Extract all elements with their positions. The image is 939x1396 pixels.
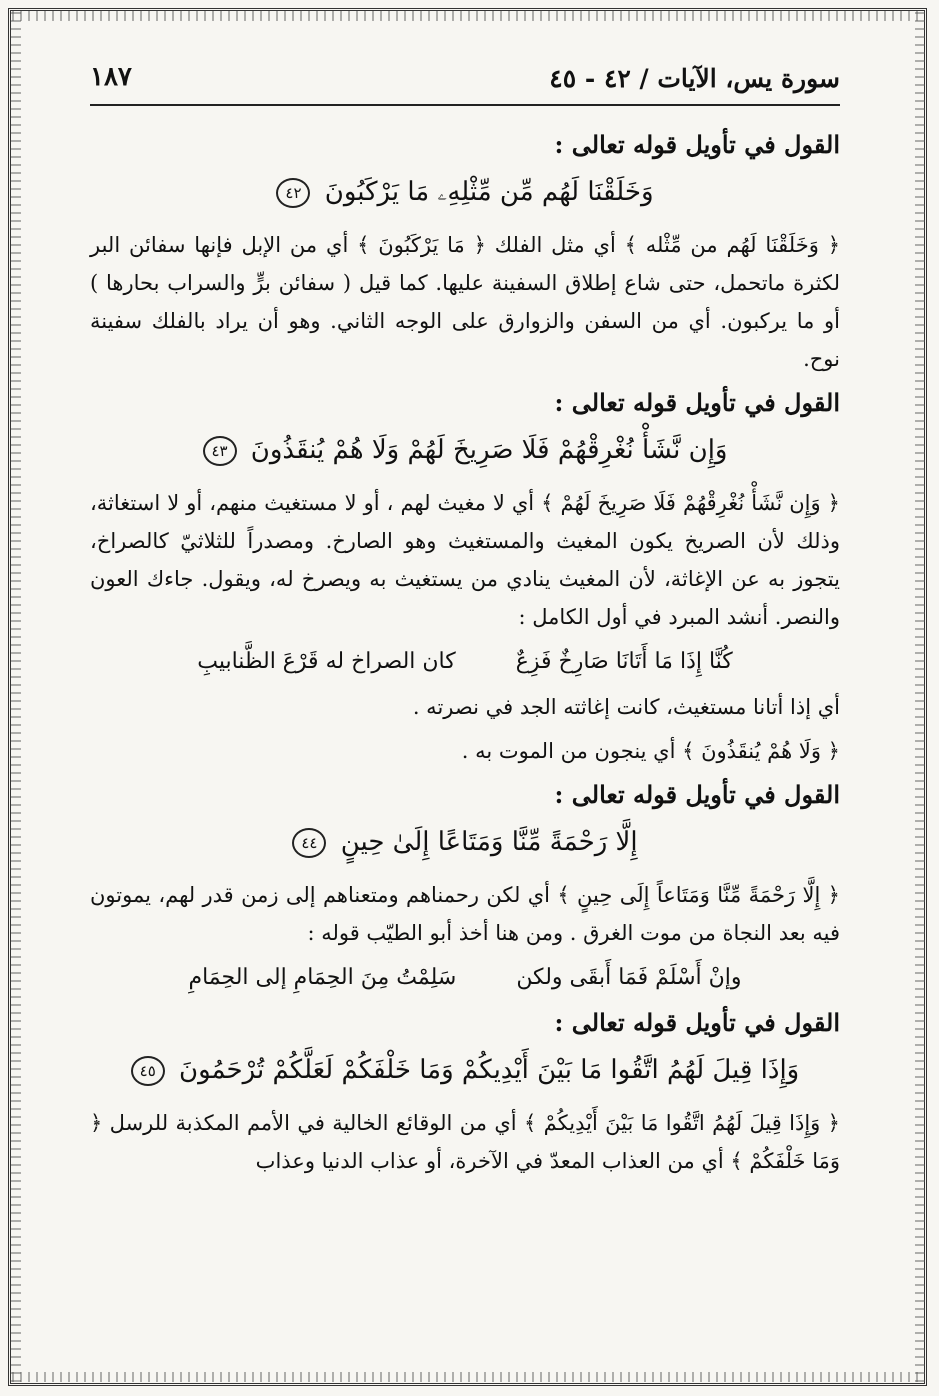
commentary-paragraph: ﴿ إِلَّا رَحْمَةً مِّنَّا وَمَتَاعاً إِلَى حِينٍ ﴾ أي لكن رحمناهم ومتعناهم إلى زمن قدر لهم، يموتون فيه بعد النجاة من موت الغرق . ومن هنا أخذ أبو الطيّب قوله :: [90, 883, 840, 945]
ayah: [90, 428, 840, 472]
frame-ornament-right: [915, 12, 925, 1382]
ayah-number: ٤٥: [131, 1056, 165, 1086]
content: [90, 106, 840, 1180]
ayah-number: ٤٤: [292, 828, 326, 858]
ayah-text: وَإِن نَّشَأْ نُغْرِقْهُمْ فَلَا صَرِيخَ لَهُمْ وَلَا هُمْ يُنقَذُونَ: [250, 435, 728, 465]
commentary-paragraph: ﴿ وَلَا هُمْ يُنقَذُونَ ﴾ أي ينجون من الموت به .: [461, 739, 840, 763]
section-heading: القول في تأويل قوله تعالى :: [554, 388, 840, 417]
page-number: ١٨٧: [90, 62, 132, 92]
ayah: [90, 1048, 840, 1092]
frame-ornament-left: [11, 12, 21, 1382]
commentary-paragraph: ﴿ وَإِذَا قِيلَ لَهُمُ اتَّقُوا مَا بَيْنَ أَيْدِيكُمْ ﴾ أي من الوقائع الخالية في الأمم المكذبة للرسل ﴿ وَمَا خَلْفَكُمْ ﴾ أي من العذاب المعدّ في الآخرة، أو عذاب الدنيا وعذاب: [90, 1111, 840, 1173]
ayah: [90, 170, 840, 214]
header-title: سورة يس، الآيات / ٤٢ - ٤٥: [549, 64, 840, 93]
ayah-number: ٤٢: [276, 178, 310, 208]
ayah-text: وَإِذَا قِيلَ لَهُمُ اتَّقُوا مَا بَيْنَ أَيْدِيكُمْ وَمَا خَلْفَكُمْ لَعَلَّكُمْ تُرْحَمُونَ: [179, 1055, 800, 1085]
verse-second-hemistich: كان الصراخ له قَرْعَ الظَّنابيبِ: [197, 649, 456, 674]
page: [90, 58, 840, 1328]
verse-second-hemistich: سَلِمْتُ مِنَ الحِمَامِ إلى الحِمَامِ: [188, 965, 457, 990]
commentary-paragraph: أي إذا أتانا مستغيث، كانت إغاثته الجد في نصرته .: [412, 695, 840, 719]
ayah-number: ٤٣: [203, 436, 237, 466]
commentary-paragraph: ﴿ وَخَلَقْنَا لَهُم من مِّثْله ﴾ أي مثل الفلك ﴿ مَا يَرْكَبُونَ ﴾ أي من الإبل فإنها سفائن البر لكثرة ماتحمل، حتى شاع إطلاق السفينة عليها. كما قيل ( سفائن برٍّ والسراب بحارها ) أو ما يركبون. أي من السفن والزوارق على الوجه الثاني. وهو أن يراد بالفلك سفينة نوح.: [90, 233, 840, 371]
section-heading: القول في تأويل قوله تعالى :: [554, 130, 840, 159]
poetry-verse: [90, 958, 840, 998]
running-header: [90, 58, 840, 106]
section-heading: القول في تأويل قوله تعالى :: [554, 1008, 840, 1037]
frame-ornament-bottom: [12, 1372, 923, 1382]
verse-first-hemistich: كُنَّا إِذَا مَا أَتَانَا صَارِخٌ فَزِعٌ: [515, 649, 733, 674]
commentary-paragraph: ﴿ وَإِن نَّشَأْ نُغْرِقْهُمْ فَلَا صَرِيخَ لَهُمْ ﴾ أي لا مغيث لهم ، أو لا مستغيث منهم، أو لا استغاثة، وذلك لأن الصريخ يكون المغيث والمستغيث وهو الصارخ. ومصدراً للثلاثيّ كالصراخ، يتجوز به عن الإغاثة، لأن المغيث ينادي من يستغيث به ويصرخ له، ويقول. جاءك العون والنصر. أنشد المبرد في أول الكامل :: [90, 491, 840, 629]
ayah: [90, 820, 840, 864]
frame-ornament-top: [12, 11, 923, 21]
ayah-text: وَخَلَقْنَا لَهُم مِّن مِّثْلِهِۦ مَا يَرْكَبُونَ: [324, 177, 654, 207]
section-heading: القول في تأويل قوله تعالى :: [554, 780, 840, 809]
ayah-text: إِلَّا رَحْمَةً مِّنَّا وَمَتَاعًا إِلَىٰ حِينٍ: [340, 827, 638, 857]
verse-first-hemistich: وإنْ أَسْلَمْ فَمَا أَبقَى ولكن: [516, 965, 742, 990]
poetry-verse: [90, 642, 840, 682]
